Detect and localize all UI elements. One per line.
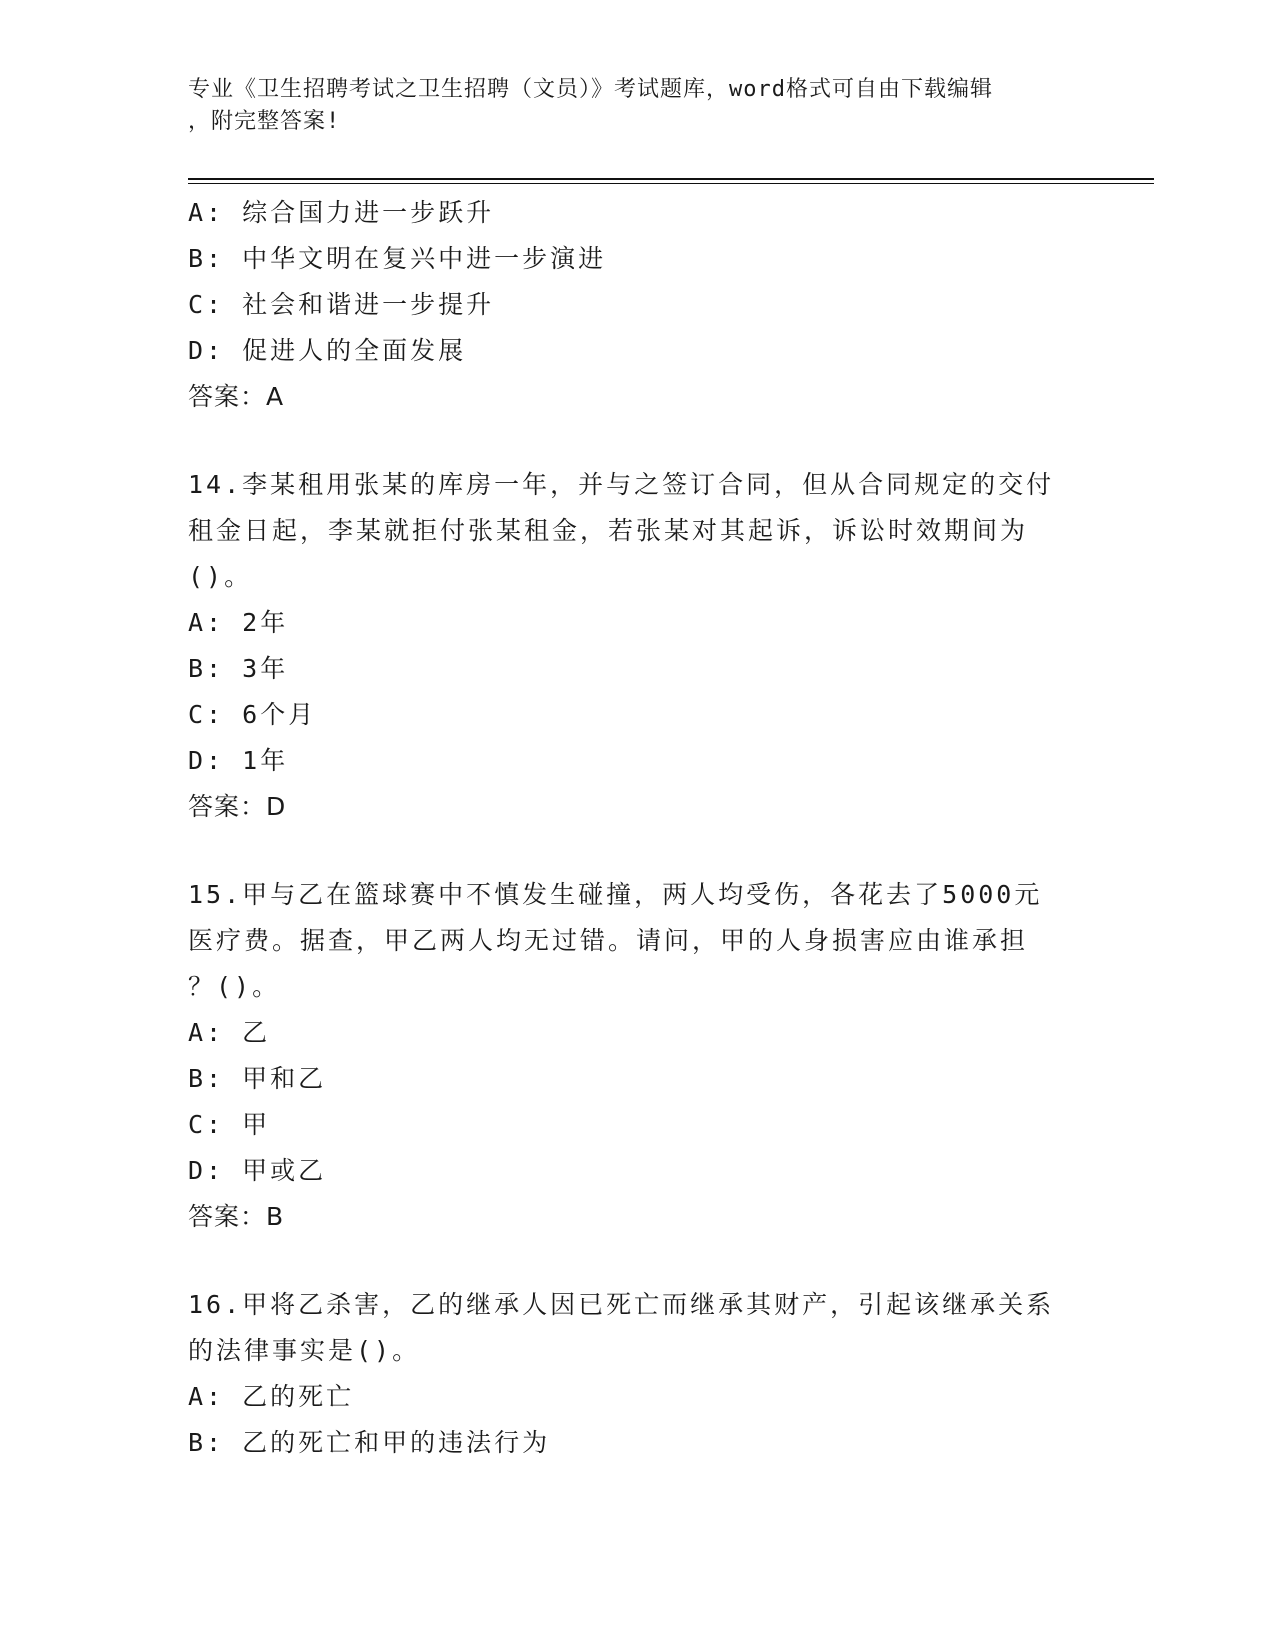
header-divider-thick bbox=[188, 178, 1154, 180]
option-a: A: 2年 bbox=[188, 608, 289, 637]
question-stem bbox=[188, 872, 1088, 1010]
answer-15: 答案：B bbox=[188, 1202, 285, 1231]
stem-line: 租金日起，李某就拒付张某租金，若张某对其起诉，诉讼时效期间为 bbox=[188, 516, 1029, 545]
question-stem bbox=[188, 1282, 1088, 1374]
stem-line: 15.甲与乙在篮球赛中不慎发生碰撞，两人均受伤，各花去了5000元 bbox=[188, 880, 1043, 909]
option-c: C: 甲 bbox=[188, 1110, 271, 1139]
option-d: D: 1年 bbox=[188, 746, 289, 775]
question-15 bbox=[188, 872, 1088, 1240]
answer-14: 答案：D bbox=[188, 792, 287, 821]
header-line-1: 专业《卫生招聘考试之卫生招聘（文员）》考试题库，word格式可自由下载编辑 bbox=[188, 77, 993, 102]
document-header bbox=[188, 74, 1068, 138]
stem-line: 14.李某租用张某的库房一年，并与之签订合同，但从合同规定的交付 bbox=[188, 470, 1055, 499]
stem-line: 16.甲将乙杀害，乙的继承人因已死亡而继承其财产，引起该继承关系 bbox=[188, 1290, 1055, 1319]
header-divider-thin bbox=[188, 183, 1154, 184]
option-d: D: 甲或乙 bbox=[188, 1156, 327, 1185]
question-14 bbox=[188, 462, 1088, 830]
option-c: C: 6个月 bbox=[188, 700, 317, 729]
answer-13: 答案：A bbox=[188, 382, 285, 411]
question-16 bbox=[188, 1282, 1088, 1466]
option-b: B: 乙的死亡和甲的违法行为 bbox=[188, 1428, 551, 1457]
option-a: A: 乙的死亡 bbox=[188, 1382, 355, 1411]
option-d: D: 促进人的全面发展 bbox=[188, 336, 467, 365]
stem-line: 医疗费。据查，甲乙两人均无过错。请问，甲的人身损害应由谁承担 bbox=[188, 926, 1029, 955]
option-c: C: 社会和谐进一步提升 bbox=[188, 290, 495, 319]
option-b: B: 3年 bbox=[188, 654, 289, 683]
question-13 bbox=[188, 190, 1088, 420]
option-a: A: 综合国力进一步跃升 bbox=[188, 198, 495, 227]
option-b: B: 甲和乙 bbox=[188, 1064, 327, 1093]
stem-line: ()。 bbox=[188, 562, 253, 591]
option-b: B: 中华文明在复兴中进一步演进 bbox=[188, 244, 607, 273]
question-list bbox=[188, 190, 1088, 1466]
stem-line: 的法律事实是()。 bbox=[188, 1336, 421, 1365]
option-a: A: 乙 bbox=[188, 1018, 271, 1047]
question-stem bbox=[188, 462, 1088, 600]
stem-line: ？()。 bbox=[188, 972, 281, 1001]
header-line-2: ，附完整答案! bbox=[188, 109, 341, 134]
